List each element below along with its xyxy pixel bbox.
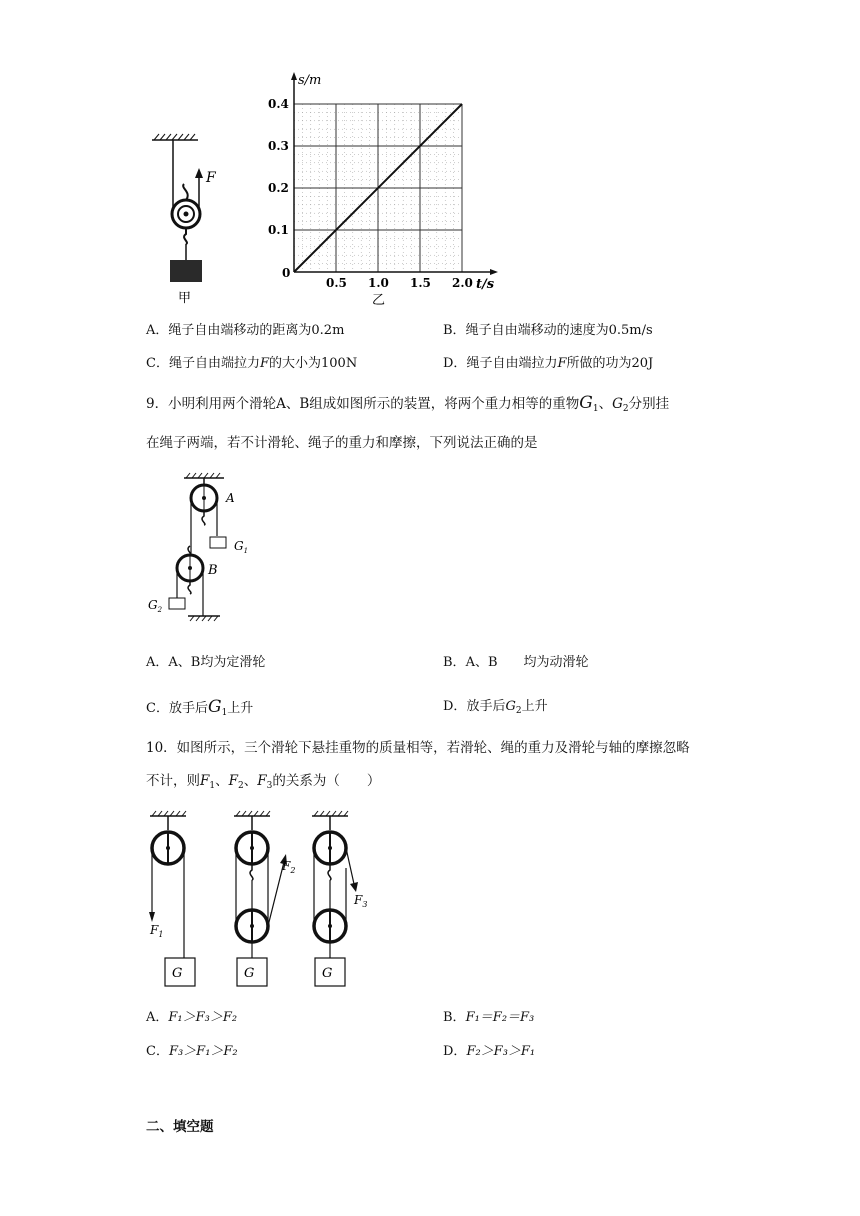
weight-label-g-1: G <box>172 966 183 981</box>
y-tick-label: 0.3 <box>268 139 289 153</box>
q10-stem-line2: 不计，则$F_1$、$F_2$、$F_3$的关系为（ ） <box>146 773 381 791</box>
force-label-f3: $F_3$ <box>354 893 368 909</box>
pulley-label-a: A <box>226 491 235 505</box>
section-title-fill-in: 二、填空题 <box>146 1119 214 1135</box>
s-t-chart <box>264 66 504 306</box>
q9-option-c[interactable]: C．放手后$G_1$上升 <box>146 697 254 718</box>
weight-label-g1: $G_1$ <box>234 539 249 555</box>
x-axis-arrow <box>490 269 498 275</box>
y-axis-label: s/m <box>298 73 322 88</box>
weight-label-g-2: G <box>244 966 255 981</box>
force-label-F: F <box>206 170 216 186</box>
pulley-figure-jia <box>140 130 240 310</box>
chart-ticks <box>268 97 473 290</box>
q8-option-b[interactable]: B．绳子自由端移动的速度为0.5m/s <box>443 323 653 338</box>
q9-pulley-figure <box>140 470 280 630</box>
q10-option-c[interactable]: C．F₃＞F₁＞F₂ <box>146 1044 238 1059</box>
x-tick-label: 1.0 <box>368 276 389 290</box>
q10-stem-line1: 10．如图所示，三个滑轮下悬挂重物的质量相等，若滑轮、绳的重力及滑轮与轴的摩擦忽略 <box>146 740 690 756</box>
q9-option-b[interactable]: B．A、B 均为动滑轮 <box>443 655 589 670</box>
x-tick-label: 0.5 <box>326 276 347 290</box>
q9-option-d[interactable]: D．放手后$G_2$上升 <box>443 699 548 716</box>
figure-label-yi: 乙 <box>372 293 386 306</box>
force-label-f2: $F_2$ <box>282 859 296 875</box>
y-tick-label: 0.4 <box>268 97 289 111</box>
q8-option-c[interactable]: C．绳子自由端拉力F的大小为100N <box>146 356 358 371</box>
x-tick-label: 1.5 <box>410 276 431 290</box>
q10-option-b[interactable]: B．F₁＝F₂＝F₃ <box>443 1010 535 1025</box>
q9-stem-line1: 9．小明利用两个滑轮A、B组成如图所示的装置，将两个重力相等的重物$G_1$、$G_2$分别挂 <box>146 393 670 414</box>
x-axis-label: t/s <box>476 277 495 292</box>
q10-pulleys-figure <box>140 808 380 990</box>
force-label-f1: $F_1$ <box>150 923 164 939</box>
q8-option-d[interactable]: D．绳子自由端拉力F所做的功为20J <box>443 356 654 371</box>
q8-option-a[interactable]: A．绳子自由端移动的距离为0.2m <box>146 323 345 338</box>
origin-label: 0 <box>282 266 291 280</box>
y-tick-label: 0.1 <box>268 223 289 237</box>
q10-option-d[interactable]: D．F₂＞F₃＞F₁ <box>443 1044 536 1059</box>
figure-label-jia: 甲 <box>178 291 192 306</box>
pulley-label-b: B <box>208 563 218 578</box>
weight-label-g2: $G_2$ <box>148 598 163 614</box>
q9-option-a[interactable]: A．A、B均为定滑轮 <box>146 655 266 670</box>
q9-stem-line2: 在绳子两端，若不计滑轮、绳子的重力和摩擦，下列说法正确的是 <box>146 435 538 451</box>
y-tick-label: 0.2 <box>268 181 289 195</box>
q10-option-a[interactable]: A．F₁＞F₃＞F₂ <box>146 1010 238 1025</box>
y-axis-arrow <box>291 72 297 80</box>
weight-label-g-3: G <box>322 966 333 981</box>
x-tick-label: 2.0 <box>452 276 473 290</box>
